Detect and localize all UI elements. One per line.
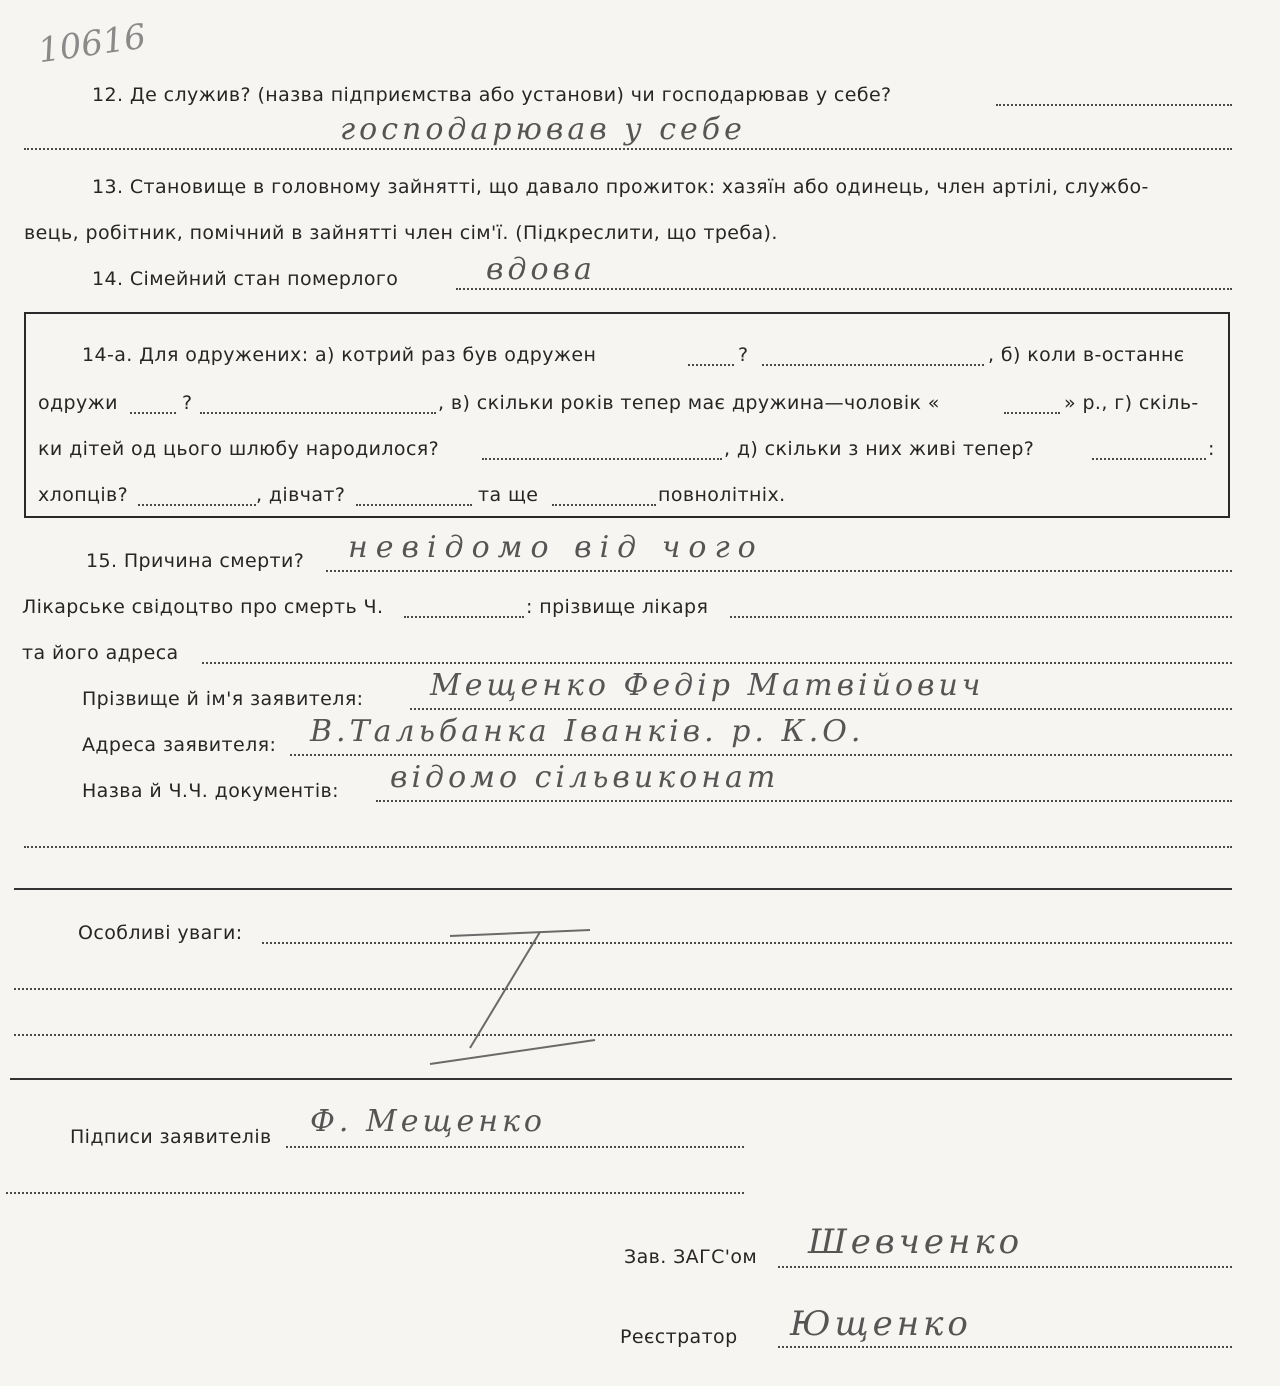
q14a-line-2-label: одружи [38,392,118,414]
remarks-strike-mark [410,918,610,1078]
q14a-line-4-c: та ще [478,484,539,506]
applicant-address-label: Адреса заявителя: [82,734,277,756]
q14a-line-3-c: : [1208,438,1215,460]
section-divider-2 [10,1078,1232,1080]
doctor-address-fill [202,662,1232,664]
applicants-signature-line-2 [6,1192,744,1194]
q14a-line-3-label: ки дітей од цього шлюбу народилося? [38,438,440,460]
remarks-label: Особливі уваги: [78,922,243,944]
q14-fill-line [456,288,1232,290]
doctor-address-label: та його адреса [22,642,179,664]
q14a-fill-1 [688,364,734,366]
q14a-fill-8 [138,504,256,506]
q14a-fill-9 [356,504,472,506]
applicant-documents-fill [376,800,1232,802]
q14-handwritten-answer: вдова [486,252,596,287]
q14a-fill-10 [552,504,656,506]
doctor-name-label: : прізвище лікаря [526,596,709,618]
applicant-name-fill [410,708,1232,710]
q14a-line-2-q: ? [182,392,193,414]
q14a-line-4-label: хлопців? [38,484,129,506]
married-details-box [24,312,1230,518]
remarks-fill-line-2 [14,988,1232,990]
head-signature-line [778,1266,1232,1268]
q14a-line-4-b: , дівчат? [256,484,346,506]
remarks-fill-line-3 [14,1034,1232,1036]
applicants-signature-line [286,1146,744,1148]
q14a-line-1-q: ? [738,344,749,366]
applicant-documents-label: Назва й Ч.Ч. документів: [82,780,339,802]
applicants-signature-label: Підписи заявителів [70,1126,272,1148]
q14a-line-3-b: , д) скільки з них живі тепер? [724,438,1035,460]
q15-handwritten-answer: невідомо від чого [348,530,764,565]
q12-fill-line-1 [996,104,1232,106]
q14a-line-2-d: » р., г) скіль- [1064,392,1199,414]
registrar-signature-label: Реєстратор [620,1326,738,1348]
applicant-address-fill [290,754,1232,756]
q14-label: 14. Сімейний стан померлого [92,268,399,290]
archive-corner-note: 10616 [35,16,149,72]
applicant-documents-handwritten: відомо сільвиконат [390,760,780,795]
registrar-signature-handwritten: Ющенко [790,1304,972,1344]
q15-label: 15. Причина смерти? [86,550,305,572]
q14a-line-1-label: 14-а. Для одружених: а) котрий раз був одружен [82,344,597,366]
applicant-address-handwritten: В.Тальбанка Іванків. р. К.О. [310,714,865,749]
doctor-name-fill [730,616,1232,618]
q12-label: 12. Де служив? (назва підприємства або установи) чи господарював у себе? [92,84,892,106]
q13-line-1: 13. Становище в головному зайнятті, що давало прожиток: хазяїн або одинець, член артілі, службо- [92,176,1149,198]
remarks-fill-line-1 [262,942,1232,944]
q12-handwritten-answer: господарював у себе [340,112,746,147]
doctor-cert-label: Лікарське свідоцтво про смерть Ч. [22,596,384,618]
q14a-fill-7 [1092,458,1206,460]
q12-fill-line-2 [24,148,1232,150]
extra-fill-line [24,846,1232,848]
q14a-line-1-b: , б) коли в-останнє [988,344,1185,366]
q13-line-2: вець, робітник, помічний в зайнятті член сім'ї. (Підкреслити, що треба). [24,222,778,244]
registrar-signature-line [778,1346,1232,1348]
q14a-fill-4 [200,412,436,414]
head-signature-handwritten: Шевченко [808,1222,1024,1262]
applicants-signature-handwritten: Ф. Мещенко [310,1104,546,1139]
section-divider-1 [14,888,1232,890]
applicant-name-label: Прізвище й ім'я заявителя: [82,688,364,710]
q14a-fill-2 [762,364,984,366]
q14a-line-2-c: , в) скільки років тепер має дружина—чоловік « [438,392,940,414]
applicant-name-handwritten: Мещенко Федір Матвійович [430,668,985,703]
q14a-fill-3 [130,412,176,414]
q14a-line-4-d: повнолітніх. [658,484,786,506]
q15-fill-line [326,570,1232,572]
q14a-fill-5 [1004,412,1060,414]
head-signature-label: Зав. ЗАГС'ом [624,1246,758,1268]
q14a-fill-6 [482,458,722,460]
doctor-cert-fill [404,616,524,618]
